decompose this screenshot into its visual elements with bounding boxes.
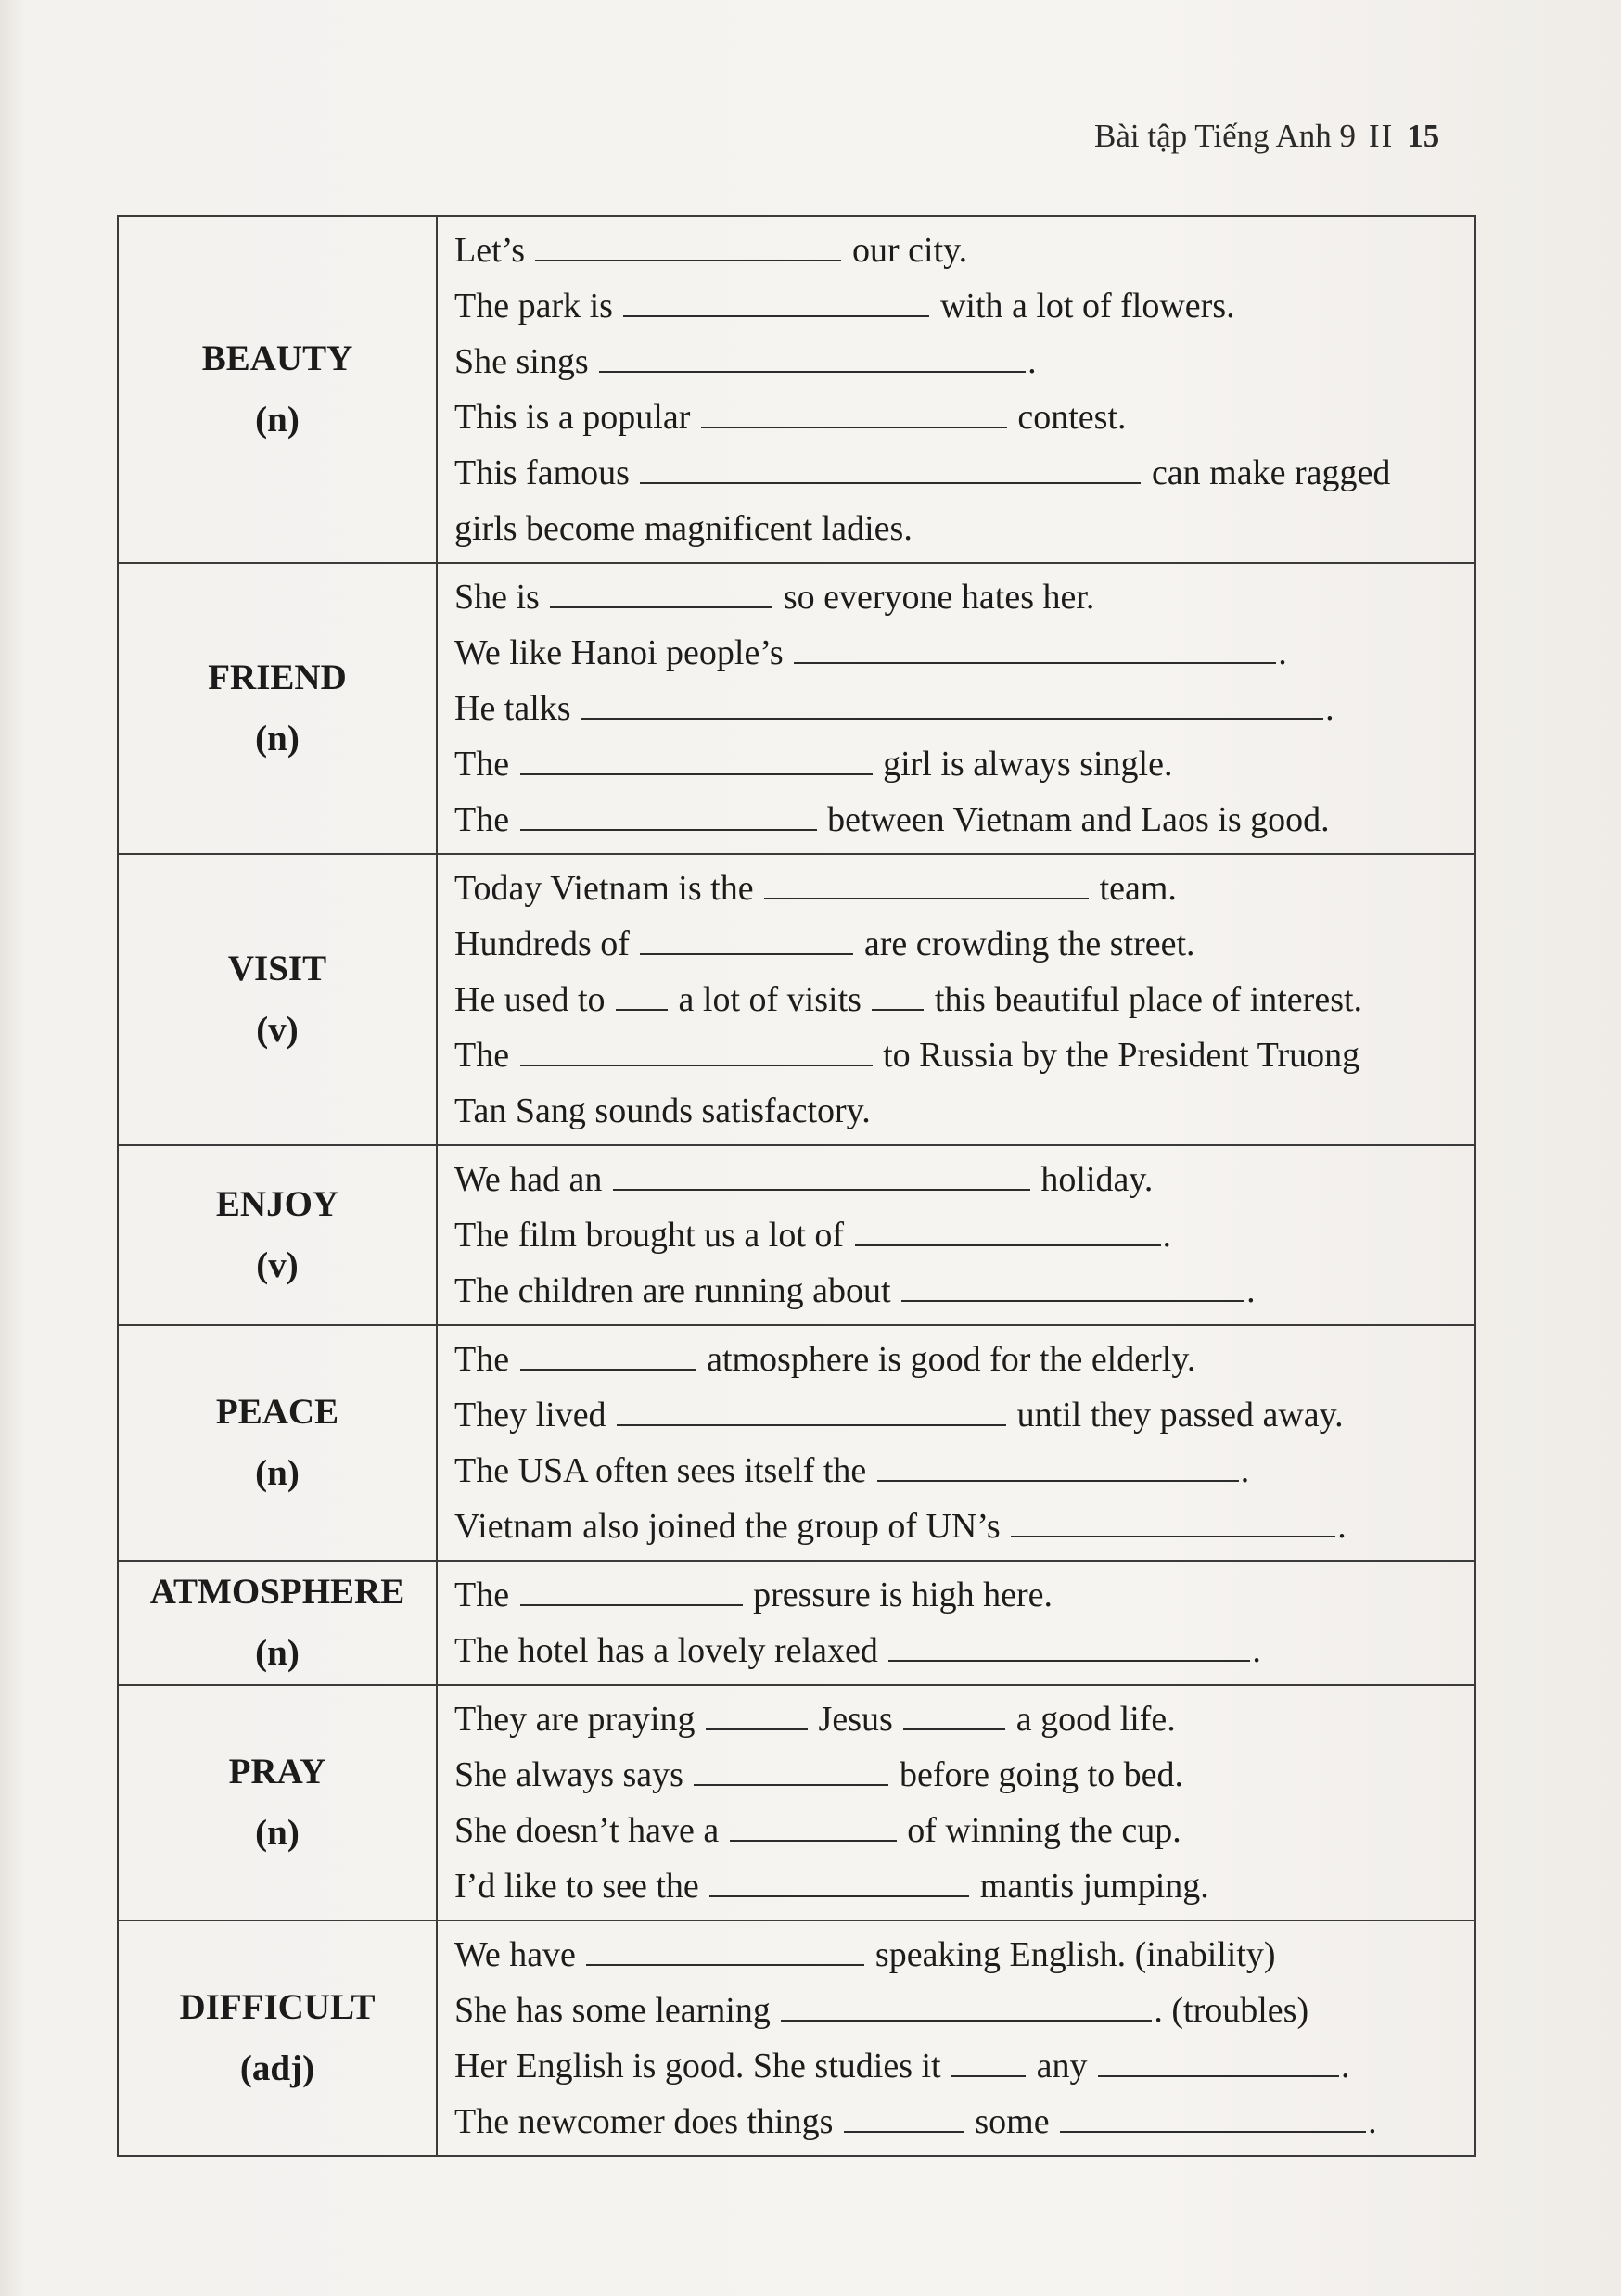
exercise-line bbox=[454, 1332, 1458, 1387]
exercise-line bbox=[454, 2038, 1458, 2094]
sentence-text: The children are running about bbox=[454, 1271, 900, 1310]
exercise-line bbox=[454, 1499, 1458, 1554]
exercise-line bbox=[454, 1152, 1458, 1207]
head-word-cell bbox=[118, 1325, 437, 1561]
sentence-text: She always says bbox=[454, 1755, 693, 1794]
sentence-text: This is a popular bbox=[454, 398, 699, 437]
exercise-line bbox=[454, 278, 1458, 334]
sentence-text: . bbox=[1325, 689, 1334, 728]
sentences-cell bbox=[437, 854, 1475, 1145]
sentence-text: He talks bbox=[454, 689, 581, 728]
sentence-text: The USA often sees itself the bbox=[454, 1451, 875, 1490]
sentence-text: holiday. bbox=[1031, 1160, 1154, 1199]
sentence-text: The bbox=[454, 1340, 518, 1379]
head-word: PEACE bbox=[215, 1392, 339, 1432]
table-row bbox=[118, 854, 1475, 1145]
exercise-line bbox=[454, 1803, 1458, 1858]
sentences-cell bbox=[437, 563, 1475, 854]
head-word: ENJOY bbox=[215, 1184, 339, 1224]
exercise-line bbox=[454, 792, 1458, 848]
answer-blank[interactable] bbox=[613, 1163, 1030, 1191]
sentence-text: We had an bbox=[454, 1160, 611, 1199]
head-word-cell bbox=[118, 1920, 437, 2156]
sentence-text: . bbox=[1278, 633, 1287, 672]
sentence-text: before going to bed. bbox=[890, 1755, 1183, 1794]
sentence-text: We like Hanoi people’s bbox=[454, 633, 793, 672]
head-word-cell bbox=[118, 1561, 437, 1685]
head-word: VISIT bbox=[227, 949, 327, 989]
sentence-text: can make ragged bbox=[1142, 453, 1391, 492]
sentence-text: until they passed away. bbox=[1008, 1396, 1344, 1435]
sentences-cell bbox=[437, 216, 1475, 563]
sentence-text: The bbox=[454, 745, 518, 784]
answer-blank[interactable] bbox=[581, 692, 1323, 720]
exercise-line bbox=[454, 972, 1458, 1027]
part-of-speech: (n) bbox=[255, 1633, 300, 1673]
sentence-text: this beautiful place of interest. bbox=[925, 980, 1363, 1019]
exercise-line bbox=[454, 916, 1458, 972]
header-separator: II bbox=[1368, 118, 1395, 154]
sentence-text: The park is bbox=[454, 287, 622, 325]
part-of-speech: (n) bbox=[255, 719, 300, 759]
sentence-text: . bbox=[1340, 2047, 1350, 2086]
sentence-text: Jesus bbox=[810, 1700, 902, 1739]
sentences-cell bbox=[437, 1685, 1475, 1920]
running-header bbox=[1094, 113, 1465, 159]
word-form-table-body bbox=[118, 216, 1475, 2156]
sentence-text: She is bbox=[454, 578, 549, 617]
exercise-line bbox=[454, 389, 1458, 445]
table-row bbox=[118, 1325, 1475, 1561]
sentences-cell bbox=[437, 1561, 1475, 1685]
exercise-line bbox=[454, 1747, 1458, 1803]
exercise-line bbox=[454, 1858, 1458, 1914]
sentence-text: He used to bbox=[454, 980, 615, 1019]
exercise-line bbox=[454, 625, 1458, 681]
sentence-text: They lived bbox=[454, 1396, 616, 1435]
answer-blank[interactable] bbox=[855, 1218, 1161, 1246]
head-word-cell bbox=[118, 854, 437, 1145]
table-row bbox=[118, 1920, 1475, 2156]
sentence-text: Today Vietnam is the bbox=[454, 869, 763, 908]
sentence-text: Vietnam also joined the group of UN’s bbox=[454, 1507, 1010, 1546]
head-word: ATMOSPHERE bbox=[149, 1572, 405, 1612]
sentence-text: The bbox=[454, 1036, 518, 1075]
sentence-text: to Russia by the President Truong bbox=[874, 1036, 1360, 1075]
sentence-text: . (troubles) bbox=[1154, 1991, 1309, 2030]
sentence-text: The newcomer does things bbox=[454, 2102, 842, 2141]
part-of-speech: (adj) bbox=[239, 2048, 315, 2088]
sentence-text: team. bbox=[1091, 869, 1177, 908]
sentences-cell bbox=[437, 1920, 1475, 2156]
part-of-speech: (n) bbox=[255, 400, 300, 440]
answer-blank[interactable] bbox=[520, 1343, 696, 1371]
head-word: PRAY bbox=[228, 1752, 326, 1792]
answer-blank[interactable] bbox=[903, 1703, 1005, 1730]
answer-blank[interactable] bbox=[872, 983, 924, 1011]
sentence-text: atmosphere is good for the elderly. bbox=[697, 1340, 1196, 1379]
table-row bbox=[118, 1685, 1475, 1920]
answer-blank[interactable] bbox=[1060, 2105, 1366, 2133]
sentence-text: This famous bbox=[454, 453, 639, 492]
answer-blank[interactable] bbox=[617, 1398, 1006, 1426]
sentence-text: She sings bbox=[454, 342, 598, 381]
table-row bbox=[118, 216, 1475, 563]
exercise-line bbox=[454, 1983, 1458, 2038]
exercise-line bbox=[454, 681, 1458, 736]
sentences-cell bbox=[437, 1145, 1475, 1325]
head-word: BEAUTY bbox=[201, 338, 353, 378]
answer-blank[interactable] bbox=[844, 2105, 964, 2133]
answer-blank[interactable] bbox=[623, 289, 929, 317]
sentence-text: Hundreds of bbox=[454, 925, 639, 963]
sentence-text: with a lot of flowers. bbox=[931, 287, 1235, 325]
part-of-speech: (v) bbox=[256, 1245, 299, 1285]
answer-blank[interactable] bbox=[550, 580, 772, 608]
exercise-line bbox=[454, 501, 1458, 556]
word-form-table bbox=[117, 215, 1476, 2157]
answer-blank[interactable] bbox=[694, 1758, 888, 1786]
sentence-text: Her English is good. She studies it bbox=[454, 2047, 951, 2086]
head-word: FRIEND bbox=[208, 657, 347, 697]
exercise-line bbox=[454, 1623, 1458, 1678]
sentence-text: . bbox=[1337, 1507, 1347, 1546]
sentence-text: our city. bbox=[843, 231, 968, 270]
exercise-line bbox=[454, 1207, 1458, 1263]
answer-blank[interactable] bbox=[616, 983, 668, 1011]
sentence-text: . bbox=[1368, 2102, 1377, 2141]
exercise-line bbox=[454, 1263, 1458, 1319]
sentence-text: of winning the cup. bbox=[898, 1811, 1181, 1850]
sentence-text: mantis jumping. bbox=[971, 1867, 1209, 1906]
sentence-text: between Vietnam and Laos is good. bbox=[818, 800, 1330, 839]
answer-blank[interactable] bbox=[640, 456, 1141, 484]
sentence-text: We have bbox=[454, 1935, 585, 1974]
exercise-line bbox=[454, 334, 1458, 389]
answer-blank[interactable] bbox=[535, 234, 841, 261]
head-word-cell bbox=[118, 1145, 437, 1325]
head-word-cell bbox=[118, 216, 437, 563]
answer-blank[interactable] bbox=[764, 872, 1089, 899]
answer-blank[interactable] bbox=[520, 803, 817, 831]
table-row bbox=[118, 1145, 1475, 1325]
page-number: 15 bbox=[1407, 118, 1440, 154]
answer-blank[interactable] bbox=[599, 345, 1026, 373]
exercise-line bbox=[454, 861, 1458, 916]
exercise-line bbox=[454, 2094, 1458, 2149]
answer-blank[interactable] bbox=[877, 1454, 1239, 1482]
exercise-line bbox=[454, 445, 1458, 501]
sentences-cell bbox=[437, 1325, 1475, 1561]
sentence-text: They are praying bbox=[454, 1700, 705, 1739]
answer-blank[interactable] bbox=[781, 1994, 1152, 2022]
sentence-text: . bbox=[1252, 1631, 1261, 1670]
sentence-text: a lot of visits bbox=[670, 980, 871, 1019]
answer-blank[interactable] bbox=[586, 1938, 864, 1966]
exercise-line bbox=[454, 736, 1458, 792]
sentence-text: The hotel has a lovely relaxed bbox=[454, 1631, 887, 1670]
answer-blank[interactable] bbox=[520, 1578, 743, 1606]
sentence-text: . bbox=[1027, 342, 1037, 381]
answer-blank[interactable] bbox=[701, 401, 1007, 428]
exercise-line bbox=[454, 1443, 1458, 1499]
exercise-line bbox=[454, 1387, 1458, 1443]
exercise-line bbox=[454, 1083, 1458, 1139]
book-title: Bài tập Tiếng Anh 9 bbox=[1094, 118, 1356, 154]
exercise-line bbox=[454, 1027, 1458, 1083]
sentence-text: some bbox=[965, 2102, 1059, 2141]
sentence-text: . bbox=[1162, 1216, 1172, 1255]
sentence-text: . bbox=[1240, 1451, 1250, 1490]
answer-blank[interactable] bbox=[520, 1039, 873, 1066]
exercise-line bbox=[454, 569, 1458, 625]
table-row bbox=[118, 1561, 1475, 1685]
answer-blank[interactable] bbox=[1011, 1510, 1335, 1537]
sentence-text: The film brought us a lot of bbox=[454, 1216, 853, 1255]
answer-blank[interactable] bbox=[706, 1703, 808, 1730]
sentence-text: any bbox=[1027, 2047, 1096, 2086]
sentence-text: pressure is high here. bbox=[744, 1575, 1053, 1614]
answer-blank[interactable] bbox=[888, 1634, 1250, 1662]
answer-blank[interactable] bbox=[951, 2049, 1026, 2077]
sentence-text: . bbox=[1246, 1271, 1256, 1310]
sentence-text: She doesn’t have a bbox=[454, 1811, 728, 1850]
sentence-text: contest. bbox=[1008, 398, 1127, 437]
head-word-cell bbox=[118, 1685, 437, 1920]
answer-blank[interactable] bbox=[520, 747, 873, 775]
head-word-cell bbox=[118, 563, 437, 854]
head-word: DIFFICULT bbox=[179, 1987, 376, 2027]
sentence-text: girl is always single. bbox=[874, 745, 1173, 784]
part-of-speech: (v) bbox=[256, 1010, 299, 1050]
sentence-text: girls become magnificent ladies. bbox=[454, 509, 913, 548]
sentence-text: The bbox=[454, 800, 518, 839]
answer-blank[interactable] bbox=[794, 636, 1276, 664]
sentence-text: speaking English. (inability) bbox=[866, 1935, 1276, 1974]
table-row bbox=[118, 563, 1475, 854]
sentence-text: are crowding the street. bbox=[855, 925, 1195, 963]
exercise-line bbox=[454, 223, 1458, 278]
answer-blank[interactable] bbox=[640, 927, 853, 955]
sentence-text: She has some learning bbox=[454, 1991, 780, 2030]
answer-blank[interactable] bbox=[709, 1869, 969, 1897]
part-of-speech: (n) bbox=[255, 1813, 300, 1853]
exercise-line bbox=[454, 1691, 1458, 1747]
answer-blank[interactable] bbox=[901, 1274, 1244, 1302]
answer-blank[interactable] bbox=[730, 1814, 897, 1842]
sentence-text: so everyone hates her. bbox=[774, 578, 1095, 617]
sentence-text: I’d like to see the bbox=[454, 1867, 708, 1906]
answer-blank[interactable] bbox=[1098, 2049, 1339, 2077]
exercise-line bbox=[454, 1927, 1458, 1983]
sentence-text: Tan Sang sounds satisfactory. bbox=[454, 1091, 871, 1130]
sentence-text: a good life. bbox=[1007, 1700, 1176, 1739]
exercise-line bbox=[454, 1567, 1458, 1623]
sentence-text: Let’s bbox=[454, 231, 534, 270]
sentence-text: The bbox=[454, 1575, 518, 1614]
part-of-speech: (n) bbox=[255, 1453, 300, 1493]
